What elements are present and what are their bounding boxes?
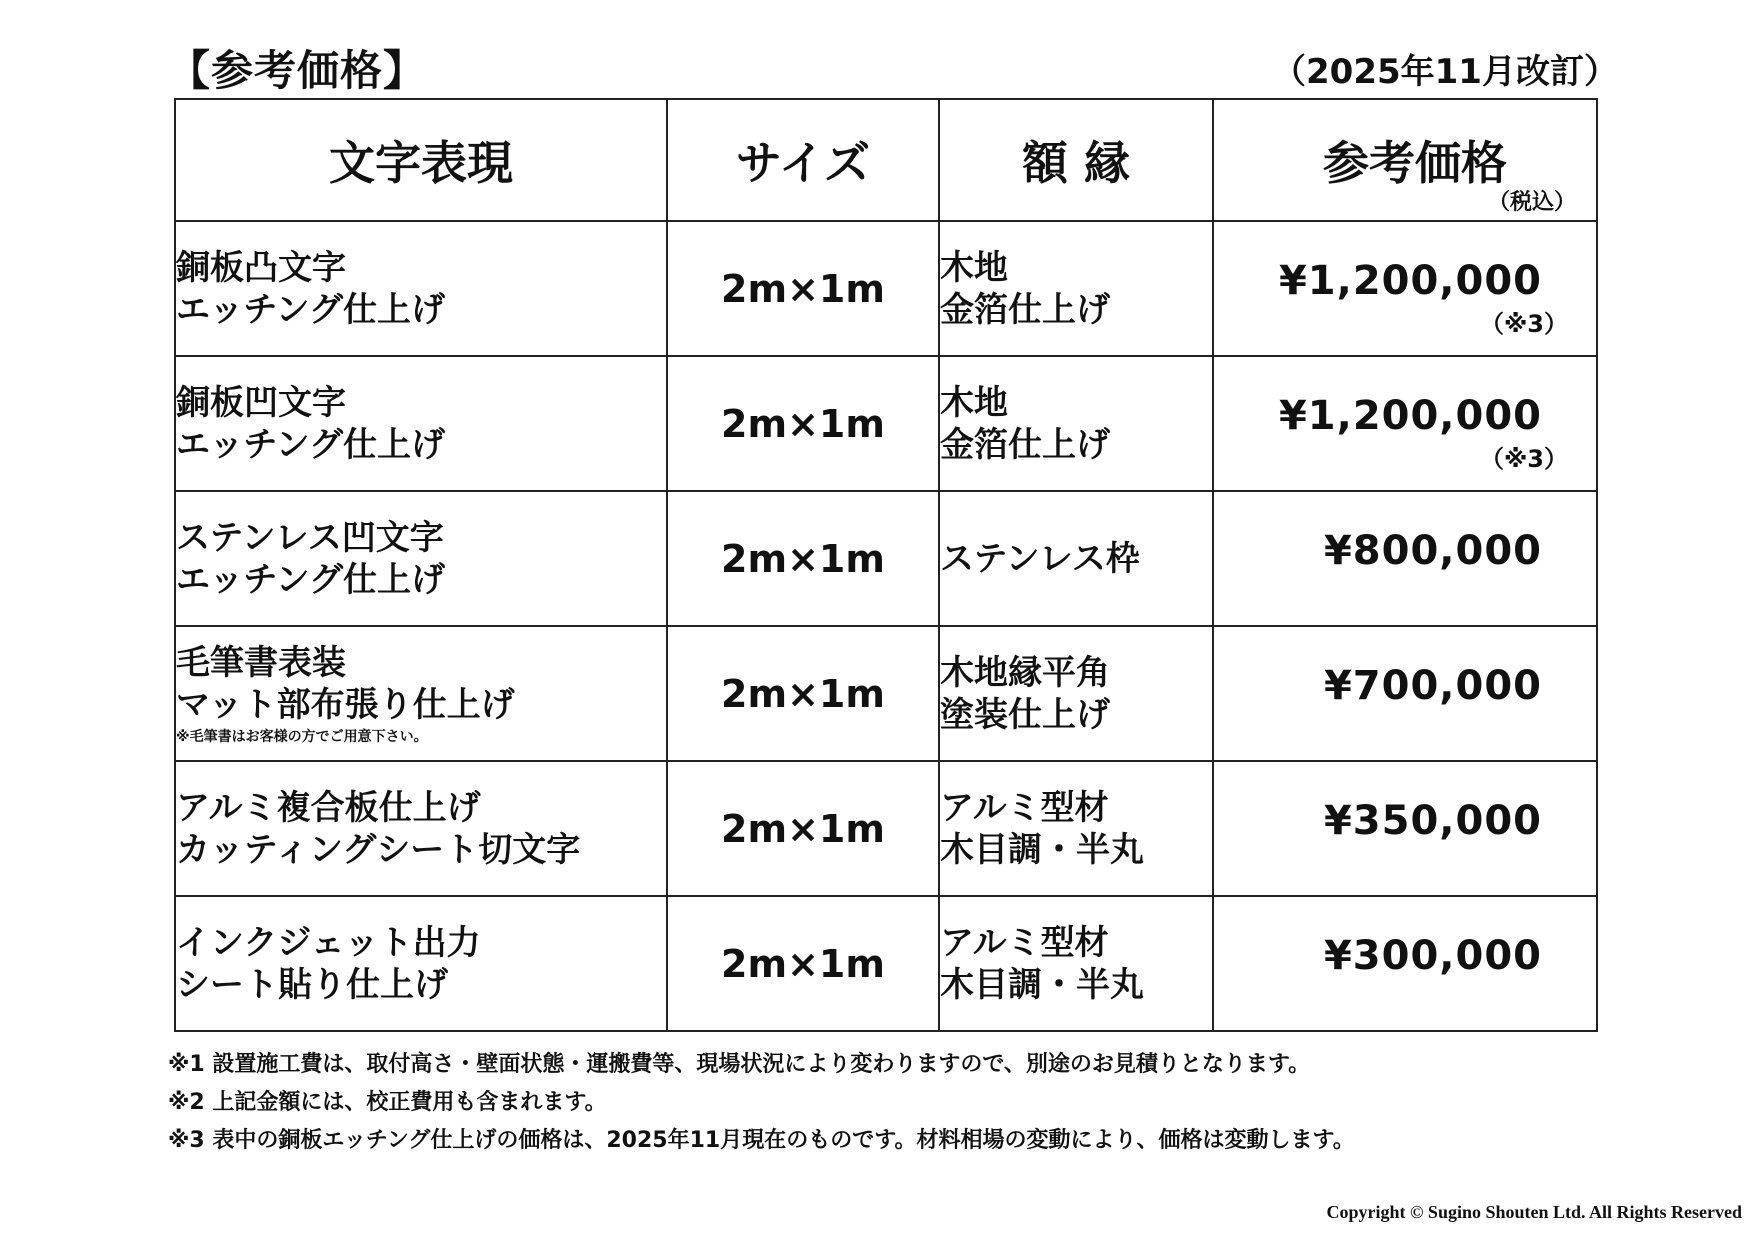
- price-table: [174, 98, 1598, 1032]
- cell-method: [175, 221, 667, 356]
- cell-frame: [939, 491, 1213, 626]
- revision-date: （2025年11月改訂）: [1272, 52, 1618, 92]
- method-line-1: 銅板凸文字: [176, 247, 346, 288]
- copyright-notice: Copyright © Sugino Shouten Ltd. All Rights Reserved: [1326, 1202, 1742, 1222]
- frame-line-2: 金箔仕上げ: [940, 289, 1110, 330]
- header-method: 文字表現: [175, 99, 667, 221]
- cell-size: 2m×1m: [667, 356, 939, 491]
- cell-method: [175, 491, 667, 626]
- tax-included-note: （税込）: [1487, 190, 1576, 215]
- table-row: [175, 491, 1597, 626]
- table-row: [175, 626, 1597, 761]
- cell-price: [1213, 896, 1597, 1031]
- cell-frame: [939, 896, 1213, 1031]
- frame-line-1: 木地: [940, 247, 1008, 288]
- cell-price: [1213, 491, 1597, 626]
- cell-size: 2m×1m: [667, 761, 939, 896]
- method-line-1: アルミ複合板仕上げ: [176, 787, 481, 828]
- frame-line-2: 木目調・半丸: [940, 829, 1144, 870]
- cell-size: 2m×1m: [667, 491, 939, 626]
- footnotes: [168, 1046, 1355, 1160]
- frame-line-1: ステンレス枠: [940, 538, 1140, 579]
- frame-line-2: 塗装仕上げ: [940, 694, 1110, 735]
- price-amount: ¥700,000: [1323, 663, 1542, 709]
- cell-size: 2m×1m: [667, 221, 939, 356]
- footnote: ※2 上記金額には、校正費用も含まれます。: [168, 1090, 607, 1115]
- price-amount: ¥350,000: [1323, 798, 1542, 844]
- price-amount: ¥300,000: [1323, 933, 1542, 979]
- frame-line-1: 木地縁平角: [940, 652, 1110, 693]
- cell-price: [1213, 761, 1597, 896]
- cell-frame: [939, 221, 1213, 356]
- cell-frame: [939, 356, 1213, 491]
- header-price: 参考価格 （税込）: [1213, 99, 1597, 221]
- footnote: ※3 表中の銅板エッチング仕上げの価格は、2025年11月現在のものです。材料相場の変動により、価格は変動します。: [168, 1128, 1355, 1153]
- frame-line-1: アルミ型材: [940, 922, 1109, 963]
- price-amount: ¥800,000: [1323, 528, 1542, 574]
- method-line-2: カッティングシート切文字: [176, 829, 581, 870]
- table-header-row: [175, 99, 1597, 221]
- frame-line-1: 木地: [940, 382, 1008, 423]
- page-title: 【参考価格】: [168, 46, 427, 95]
- method-line-2: マット部布張り仕上げ: [176, 684, 515, 725]
- method-line-2: エッチング仕上げ: [176, 289, 445, 330]
- footnote: ※1 設置施工費は、取付高さ・壁面状態・運搬費等、現場状況により変わりますので、別途のお見積りとなります。: [168, 1052, 1311, 1077]
- header-size: サイズ: [667, 99, 939, 221]
- cell-method: [175, 626, 667, 761]
- cell-price: [1213, 356, 1597, 491]
- frame-line-1: アルミ型材: [940, 787, 1109, 828]
- cell-method: [175, 761, 667, 896]
- table-row: [175, 761, 1597, 896]
- cell-size: 2m×1m: [667, 896, 939, 1031]
- price-remark: （※3）: [1479, 310, 1568, 338]
- method-note: ※毛筆書はお客様の方でご用意下さい。: [176, 728, 428, 745]
- method-line-1: インクジェット出力: [176, 922, 481, 963]
- method-line-2: エッチング仕上げ: [176, 424, 445, 465]
- frame-line-2: 金箔仕上げ: [940, 424, 1110, 465]
- frame-line-2: 木目調・半丸: [940, 964, 1144, 1005]
- cell-frame: [939, 626, 1213, 761]
- price-amount: ¥1,200,000: [1278, 258, 1542, 304]
- table-row: [175, 221, 1597, 356]
- method-line-1: 毛筆書表装: [176, 642, 346, 683]
- cell-size: 2m×1m: [667, 626, 939, 761]
- price-remark: （※3）: [1479, 445, 1568, 473]
- method-line-1: 銅板凹文字: [176, 382, 346, 423]
- cell-method: [175, 356, 667, 491]
- method-line-2: エッチング仕上げ: [176, 559, 445, 600]
- cell-price: [1213, 221, 1597, 356]
- method-line-2: シート貼り仕上げ: [176, 964, 448, 1005]
- header-frame: 額 縁: [939, 99, 1213, 221]
- table-row: [175, 896, 1597, 1031]
- method-line-1: ステンレス凹文字: [176, 517, 444, 558]
- table-row: [175, 356, 1597, 491]
- cell-price: [1213, 626, 1597, 761]
- cell-frame: [939, 761, 1213, 896]
- cell-method: [175, 896, 667, 1031]
- price-amount: ¥1,200,000: [1278, 393, 1542, 439]
